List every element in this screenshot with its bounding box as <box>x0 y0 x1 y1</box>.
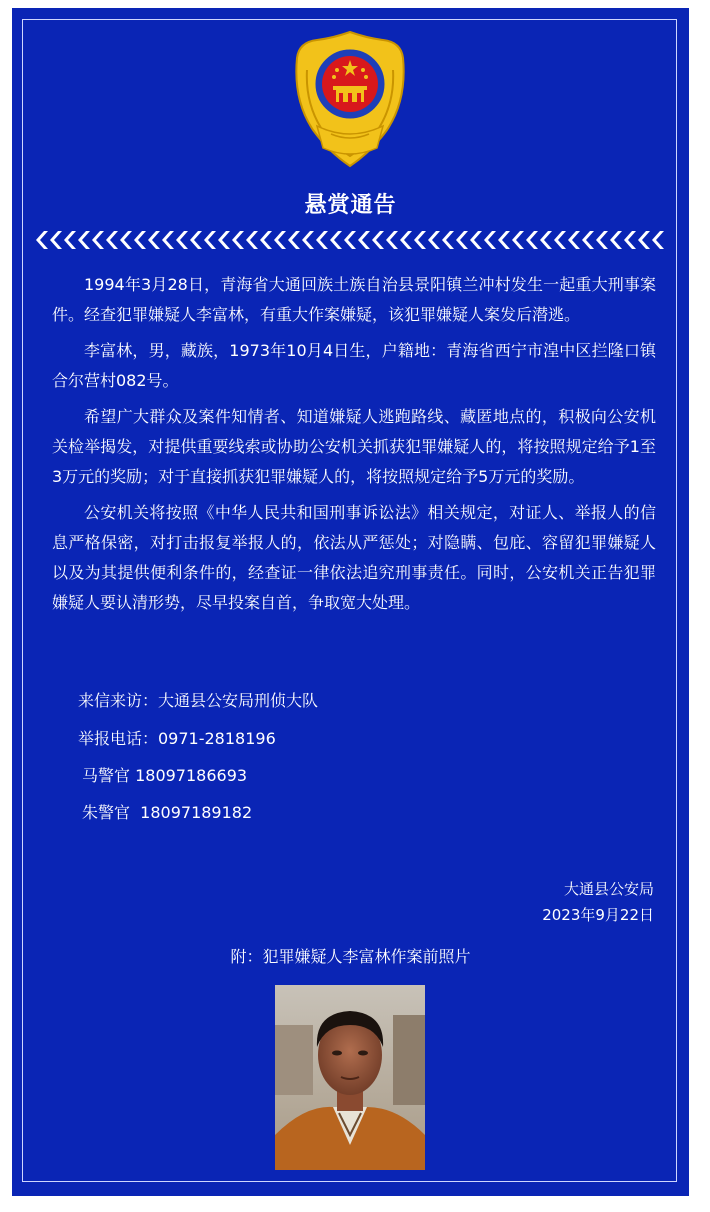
notice-title: 悬赏通告 <box>304 193 397 218</box>
contact-officer-ma: 马警官 18097186693 <box>82 766 248 785</box>
suspect-photo <box>275 985 425 1170</box>
police-emblem-icon <box>287 30 413 170</box>
chevron-divider <box>34 231 664 249</box>
contact-visit: 来信来访：大通县公安局刑侦大队 <box>78 691 319 710</box>
signature-date: 2023年9月22日 <box>542 906 654 924</box>
contact-officer-zhu: 朱警官 18097189182 <box>82 803 253 822</box>
paragraph-suspect-info: 李富林，男，藏族，1973年10月4日生，户籍地：青海省西宁市湟中区拦隆口镇合尔营村082号。 <box>52 341 656 390</box>
reward-notice-poster <box>12 8 689 1196</box>
photo-caption: 附：犯罪嫌疑人李富林作案前照片 <box>230 947 471 966</box>
contact-phone: 举报电话：0971-2818196 <box>78 729 276 748</box>
paragraph-case: 1994年3月28日，青海省大通回族土族自治县景阳镇兰冲村发生一起重大刑事案件。经查犯罪嫌疑人李富林，有重大作案嫌疑，该犯罪嫌疑人案发后潜逃。 <box>52 275 656 324</box>
paragraph-confidentiality: 公安机关将按照《中华人民共和国刑事诉讼法》相关规定，对证人、举报人的信息严格保密，对打击报复举报人的，依法从严惩处；对隐瞒、包庇、容留犯罪嫌疑人以及为其提供便利条件的，经查证一律依法追究刑事责任。同时，公安机关正告犯罪嫌疑人要认清形势，尽早投案自首，争取宽大处理。 <box>52 503 656 612</box>
signature-org: 大通县公安局 <box>563 880 654 898</box>
paragraph-reward: 希望广大群众及案件知情者、知道嫌疑人逃跑路线、藏匿地点的，积极向公安机关检举揭发，对提供重要线索或协助公安机关抓获犯罪嫌疑人的，将按照规定给予1至3万元的奖励；对于直接抓获犯罪嫌疑人的，将按照规定给予5万元的奖励。 <box>52 407 656 486</box>
notice-body <box>52 270 656 624</box>
